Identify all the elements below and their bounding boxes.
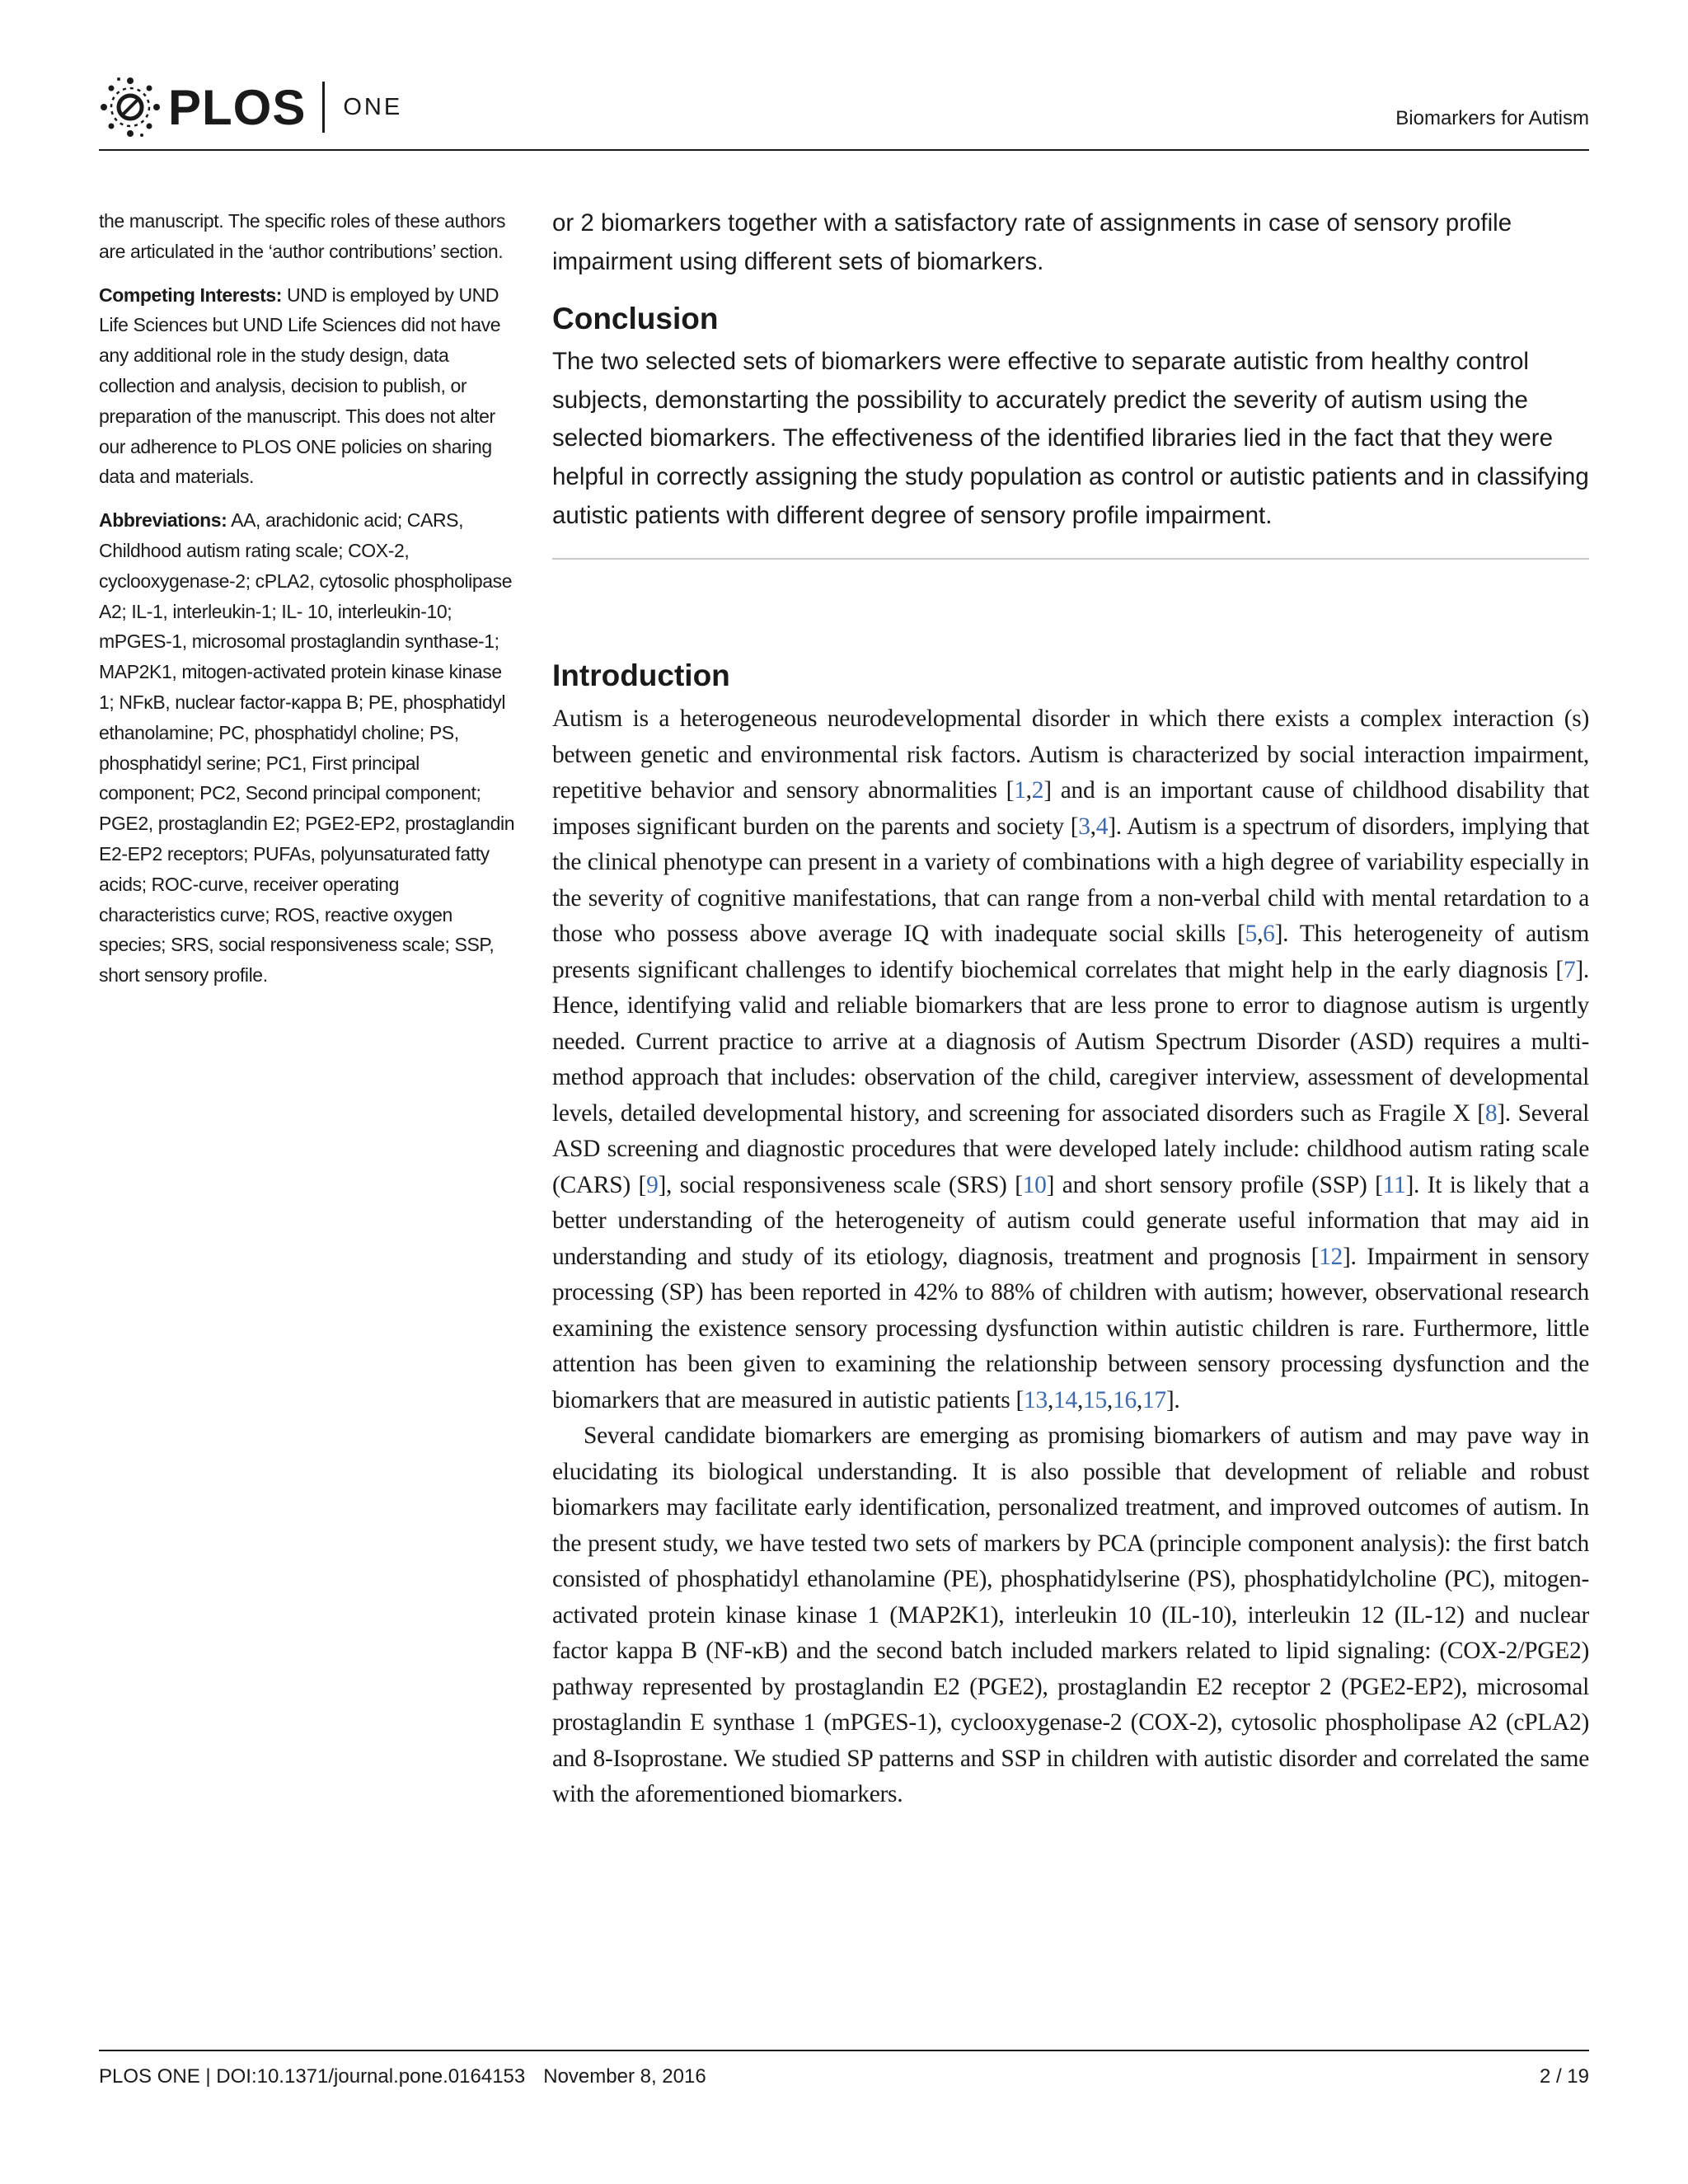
abstract-divider — [552, 558, 1589, 560]
competing-interests-text: UND is employed by UND Life Sciences but UND Life Sciences did not have any additional role in the study design, data collection and analysis, decision to publish, or preparation of the manuscript. This does not alter our adherence to PLOS ONE policies on sharing data and materials. — [99, 284, 501, 488]
citation-ref-7[interactable]: 7 — [1563, 956, 1576, 983]
intro-text-run: , — [1025, 777, 1032, 804]
plos-logo-icon — [99, 76, 162, 138]
intro-text-run: ]. This heterogeneity of autism presents significant challenges to identify biochemical correlates that might help in the early diagnosis [ — [552, 921, 1589, 983]
competing-interests — [99, 280, 519, 493]
page-number: 2 / 19 — [1539, 2065, 1589, 2088]
intro-text-run: , — [1257, 921, 1264, 948]
conclusion-heading: Conclusion — [552, 302, 719, 336]
introduction-paragraph-2: Several candidate biomarkers are emerging as promising biomarkers of autism and may pave way in elucidating its biological understanding. It is also possible that development of reliable and robust biomarkers may facilitate early identification, personalized treatment, and improved outcomes of autism. In the present study, we have tested two sets of markers by PCA (principle component analysis): the first batch consisted of phosphatidyl ethanolamine (PE), phosphatidylserine (PS), phosphatidylcholine (PC), mitogen-activated protein kinase kinase 1 (MAP2K1), interleukin 10 (IL-10), interleukin 12 (IL-12) and nuclear factor kappa B (NF-κB) and the second batch included markers related to lipid signaling: (COX-2/PGE2) pathway represented by prostaglandin E2 (PGE2), prostaglandin E2 receptor 2 (PGE2-EP2), microsomal prostaglandin E synthase 1 (mPGES-1), cyclooxygenase-2 (COX-2), cytosolic phospholipase A2 (cPLA2) and 8-Isoprostane. We studied SP patterns and SSP in children with autistic disorder and correlated the same with the aforementioned biomarkers. — [552, 1422, 1589, 1808]
competing-interests-label: Competing Interests: — [99, 284, 283, 306]
citation-ref-16[interactable]: 16 — [1113, 1386, 1137, 1413]
abbreviations-label: Abbreviations: — [99, 509, 227, 532]
intro-text-run: ]. Impairment in sensory processing (SP) has been reported in 42% to 88% of children with autism; however, observational research examining the existence sensory processing dysfunction within autistic children is rare. Furthermore, little attention has been given to examining the relationship between sensory processing dysfunction and the biomarkers that are measured in autistic patients [ — [552, 1243, 1589, 1413]
intro-text-run: ]. — [1165, 1386, 1180, 1413]
citation-ref-9[interactable]: 9 — [646, 1171, 659, 1198]
main-column — [552, 204, 1589, 1813]
footer-doi[interactable]: PLOS ONE | DOI:10.1371/journal.pone.0164153 — [99, 2065, 526, 2088]
logo-divider — [322, 82, 325, 133]
intro-text-run: , — [1106, 1386, 1113, 1413]
intro-text-run: , — [1136, 1386, 1142, 1413]
citation-ref-13[interactable]: 13 — [1024, 1386, 1048, 1413]
citation-ref-6[interactable]: 6 — [1263, 921, 1275, 948]
intro-text-run: ] and is an important cause of childhood disability that imposes significant burden on the parents and society [ — [552, 777, 1589, 840]
logo-suffix: ONE — [343, 93, 403, 120]
intro-text-run: ], social responsiveness scale (SRS) [ — [658, 1171, 1023, 1198]
intro-text-run: , — [1090, 813, 1096, 840]
intro-text-run: Autism is a heterogeneous neurodevelopmental disorder in which there exists a complex interaction (s) between genetic and environmental risk factors. Autism is characterized by social interaction impairment, repetitive behavior and sensory abnormalities [ — [552, 705, 1589, 804]
intro-text-run: ]. Autism is a spectrum of disorders, implying that the clinical phenotype can present in a variety of combinations with a high degree of variability especially in the severity of cognitive manifestations, that can range from a non-verbal child with mental retardation to a those who possess above average IQ with inadequate social skills [ — [552, 813, 1589, 948]
conclusion-text: The two selected sets of biomarkers were effective to separate autistic from healthy control subjects, demonstarting the possibility to accurately predict the severity of autism using the selected biomarkers. The effectiveness of the identified libraries lied in the fact that they were helpful in correctly assigning the study population as control or autistic patients and in classifying autistic patients with different degree of sensory profile impairment. — [552, 348, 1589, 529]
page-header — [99, 74, 1589, 150]
intro-text-run: ]. Hence, identifying valid and reliable biomarkers that are less prone to error to diagnose autism is urgently needed. Current practice to arrive at a diagnosis of Autism Spectrum Disorder (ASD) requires a multi-method approach that includes: observation of the child, caregiver interview, assessment of developmental levels, detailed developmental history, and screening for associated disorders such as Fragile X [ — [552, 956, 1589, 1127]
sidebar — [99, 206, 519, 1004]
citation-ref-8[interactable]: 8 — [1484, 1099, 1498, 1127]
intro-text-run: , — [1047, 1386, 1054, 1413]
contributions-note: the manuscript. The specific roles of these authors are articulated in the ‘author contributions’ section. — [99, 210, 506, 262]
citation-ref-15[interactable]: 15 — [1083, 1386, 1107, 1413]
introduction-paragraph-1 — [552, 701, 1589, 1418]
plos-one-logo[interactable] — [99, 74, 402, 140]
citation-ref-11[interactable]: 11 — [1382, 1171, 1406, 1198]
citation-ref-14[interactable]: 14 — [1053, 1386, 1077, 1413]
citation-ref-10[interactable]: 10 — [1022, 1171, 1047, 1198]
citation-ref-2[interactable]: 2 — [1031, 777, 1044, 804]
running-title: Biomarkers for Autism — [1395, 107, 1589, 129]
citation-ref-5[interactable]: 5 — [1245, 921, 1258, 948]
citation-ref-1[interactable]: 1 — [1014, 777, 1026, 804]
intro-text-run: ]. It is likely that a better understanding of the heterogeneity of autism could generate useful information that may aid in understanding and study of its etiology, diagnosis, treatment and prognosis [ — [552, 1171, 1589, 1270]
intro-text-run: ]. Several ASD screening and diagnostic procedures that were developed lately include: childhood autism rating scale (CARS) [ — [552, 1099, 1590, 1198]
footer-date: November 8, 2016 — [543, 2065, 706, 2088]
footer-citation — [99, 2065, 706, 2088]
abbreviations — [99, 505, 519, 991]
introduction-heading: Introduction — [552, 658, 730, 693]
abbreviations-text: AA, arachidonic acid; CARS, Childhood autism rating scale; COX-2, cyclooxygenase-2; cPLA2, cytosolic phospholipase A2; IL-1, interleukin-1; IL- 10, interleukin-10; mPGES-1, microsomal prostaglandin synthase-1; MAP2K1, mitogen-activated protein kinase kinase 1; NFκB, nuclear factor-κappa B; PE, phosphatidyl ethanolamine; PC, phosphatidyl choline; PS, phosphatidyl serine; PC1, First principal component; PC2, Second principal component; PGE2, prostaglandin E2; PGE2-EP2, prostaglandin E2-EP2 receptors; PUFAs, polyunsaturated fatty acids; ROC-curve, receiver operating characteristics curve; ROS, reactive oxygen species; SRS, social responsiveness scale; SSP, short sensory profile. — [99, 509, 515, 987]
citation-ref-12[interactable]: 12 — [1319, 1243, 1343, 1270]
header-divider — [99, 149, 1589, 151]
intro-text-run: , — [1076, 1386, 1084, 1413]
footer-divider — [99, 2050, 1589, 2051]
logo-wordmark: PLOS — [168, 79, 307, 135]
citation-ref-4[interactable]: 4 — [1095, 813, 1109, 840]
intro-text-run: ] and short sensory profile (SSP) [ — [1046, 1171, 1383, 1198]
citation-ref-17[interactable]: 17 — [1142, 1386, 1166, 1413]
citation-ref-3[interactable]: 3 — [1078, 813, 1090, 840]
abstract-results-tail: or 2 biomarkers together with a satisfactory rate of assignments in case of sensory profile impairment using different sets of biomarkers. — [552, 209, 1512, 275]
